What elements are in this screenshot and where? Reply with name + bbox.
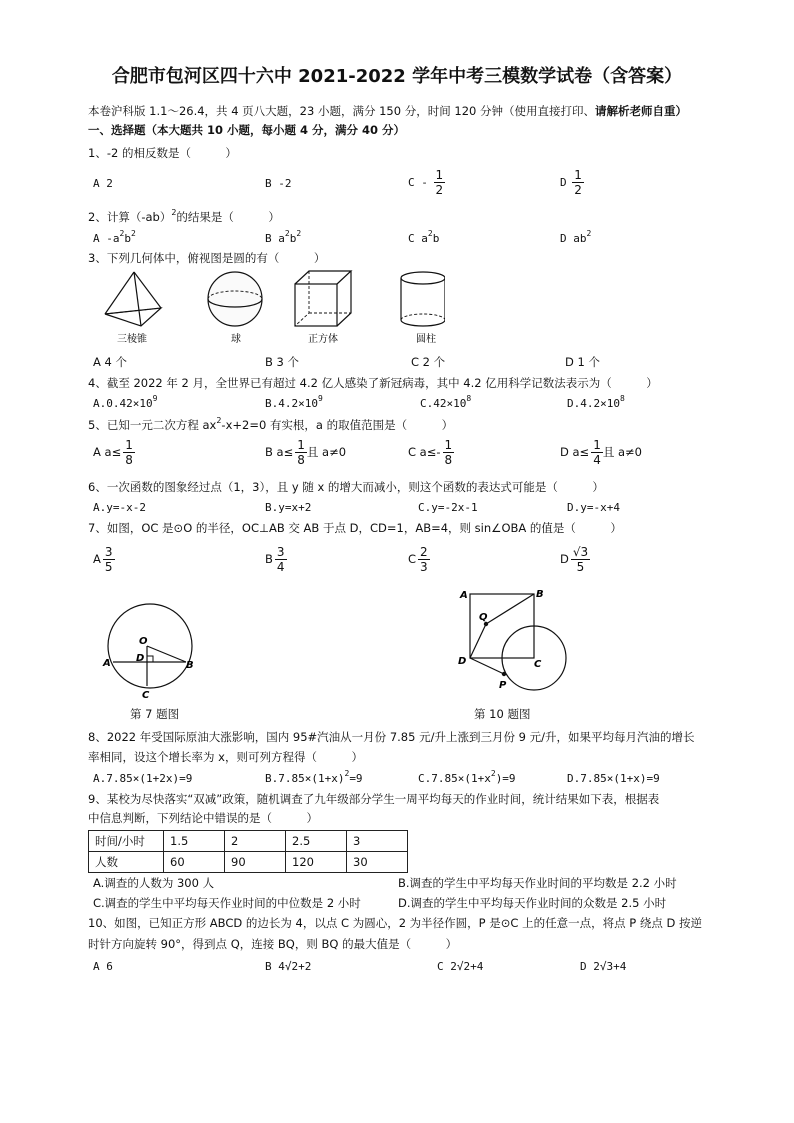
q9-data-table bbox=[88, 830, 408, 873]
q5-option-b bbox=[265, 438, 346, 467]
point-o-label: O bbox=[139, 636, 148, 647]
q10-stem-line1: 10、如图，已知正方形 ABCD 的边长为 4，以点 C 为圆心，2 为半径作圆，P 是⊙C 上的任意一点，将点 P 绕点 D 按逆 bbox=[88, 916, 702, 930]
fraction-den: 8 bbox=[444, 453, 453, 467]
q2-stem-sup: 2 bbox=[171, 208, 177, 217]
q4-a-sup: 9 bbox=[152, 394, 158, 403]
fraction-num: 2 bbox=[420, 545, 428, 559]
q5-stem bbox=[88, 418, 453, 432]
q10-stem-line2: 时针方向旋转 90°，得到点 Q，连接 BQ，则 BQ 的最大值是（ ） bbox=[88, 937, 458, 951]
q6-option-d: D.y=-x+4 bbox=[567, 501, 620, 514]
point-d-label: D bbox=[136, 653, 145, 664]
q10-option-d bbox=[580, 960, 626, 974]
q10-c-post: +4 bbox=[470, 960, 484, 973]
table-cell: 时间/小时 bbox=[89, 831, 164, 852]
segment-dp bbox=[470, 658, 504, 674]
q9-stem-line1: 9、某校为尽快落实“双减”政策，随机调查了九年级部分学生一周平均每天的作业时间，统计结果如下表，根据表 bbox=[88, 792, 660, 806]
q10-option-c bbox=[437, 960, 483, 974]
fraction bbox=[123, 438, 135, 467]
point-p-label: P bbox=[499, 680, 507, 691]
q1-option-d-letter: D bbox=[560, 176, 567, 189]
point-c-label: C bbox=[534, 659, 542, 670]
q2-c-pre: C a bbox=[408, 232, 428, 245]
q10-d-radical: √3 bbox=[599, 960, 614, 973]
q10-b-radical: √2 bbox=[284, 960, 299, 973]
fraction-num: 1 bbox=[574, 168, 582, 182]
fraction bbox=[418, 545, 430, 574]
q5-option-d bbox=[560, 438, 642, 467]
point-a-label: A bbox=[103, 658, 111, 669]
fraction-den: 2 bbox=[574, 183, 582, 197]
q6-stem: 6、一次函数的图象经过点（1，3），且 y 随 x 的增大而减小，则这个函数的表达式可能是（ ） bbox=[88, 480, 604, 494]
q4-d-pre: D.4.2×10 bbox=[567, 397, 620, 410]
table-row bbox=[89, 852, 408, 873]
q8-option-b bbox=[265, 769, 363, 786]
q4-d-sup: 8 bbox=[619, 394, 625, 403]
q2-a-sup1: 2 bbox=[119, 229, 125, 238]
exam-info bbox=[88, 104, 687, 118]
figure-10 bbox=[452, 584, 576, 696]
q2-b-pre: B a bbox=[265, 232, 285, 245]
q3-solids-figure bbox=[95, 268, 445, 346]
q2-option-d bbox=[560, 229, 592, 246]
q1-option-d-fraction bbox=[572, 168, 584, 197]
table-cell: 90 bbox=[225, 852, 286, 873]
fraction-num: √3 bbox=[572, 545, 589, 559]
point-c-label: C bbox=[142, 690, 150, 700]
q7-option-d bbox=[560, 545, 590, 574]
q8-c-pre: C.7.85×(1+x bbox=[418, 772, 491, 785]
point-a-label: A bbox=[460, 590, 468, 601]
q6-option-a: A.y=-x-2 bbox=[93, 501, 146, 514]
point-q-label: Q bbox=[479, 612, 488, 623]
fraction-den: 4 bbox=[276, 560, 285, 574]
q2-a-mid: b bbox=[124, 232, 131, 245]
fraction bbox=[571, 545, 590, 574]
q4-c-sup: 8 bbox=[466, 394, 472, 403]
q4-option-a bbox=[93, 394, 158, 411]
q8-option-a: A.7.85×(1+2x)=9 bbox=[93, 772, 193, 785]
table-cell: 人数 bbox=[89, 852, 164, 873]
q7-option-a bbox=[93, 545, 115, 574]
fraction-num: 1 bbox=[444, 438, 453, 452]
fraction bbox=[275, 545, 287, 574]
q1-stem: 1、-2 的相反数是（ ） bbox=[88, 146, 237, 160]
q5-a-pre: A a≤ bbox=[93, 445, 122, 459]
q5-b-pre: B a≤ bbox=[265, 445, 294, 459]
q7-d-pre: D bbox=[560, 552, 569, 566]
figure-7-caption: 第 7 题图 bbox=[130, 707, 180, 721]
q1-option-b: B -2 bbox=[265, 177, 292, 190]
segment-bq bbox=[486, 594, 534, 624]
fraction-den: 4 bbox=[593, 453, 601, 467]
cube bbox=[295, 271, 351, 326]
q7-stem: 7、如图，OC 是⊙O 的半径，OC⊥AB 交 AB 于点 D，CD=1，AB=4，则 sin∠OBA 的值是（ ） bbox=[88, 521, 622, 535]
q2-b-sup1: 2 bbox=[284, 229, 290, 238]
q2-option-c bbox=[408, 229, 440, 246]
fraction-den: 3 bbox=[420, 560, 428, 574]
q5-option-c bbox=[408, 438, 454, 467]
fraction-den: 2 bbox=[435, 183, 444, 197]
q2-option-a bbox=[93, 229, 136, 246]
q2-d-pre: D ab bbox=[560, 232, 587, 245]
q2-d-sup: 2 bbox=[586, 229, 592, 238]
q9-option-b: B.调查的学生中平均每天作业时间的平均数是 2.2 小时 bbox=[398, 876, 677, 890]
fraction bbox=[443, 438, 455, 467]
q2-b-mid: b bbox=[289, 232, 297, 245]
triangular-pyramid bbox=[105, 272, 161, 326]
fraction-num: 3 bbox=[276, 545, 285, 559]
q2-a-pre: A -a bbox=[93, 232, 120, 245]
q6-option-c: C.y=-2x-1 bbox=[418, 501, 478, 514]
q8-c-sup: 2 bbox=[490, 769, 496, 778]
table-cell: 2.5 bbox=[286, 831, 347, 852]
q7-option-c bbox=[408, 545, 430, 574]
q4-c-pre: C.42×10 bbox=[420, 397, 467, 410]
table-cell: 2 bbox=[225, 831, 286, 852]
q1-option-d bbox=[560, 168, 584, 197]
q10-c-pre: C 2 bbox=[437, 960, 457, 973]
q7-c-pre: C bbox=[408, 552, 417, 566]
cylinder bbox=[401, 272, 445, 326]
q5-d-pre: D a≤ bbox=[560, 445, 590, 459]
q4-b-sup: 9 bbox=[317, 394, 323, 403]
fraction-den: 5 bbox=[576, 560, 585, 574]
q2-stem-pre: 2、计算（-ab） bbox=[88, 210, 172, 224]
q1-option-c-fraction bbox=[434, 168, 446, 197]
table-cell: 3 bbox=[347, 831, 408, 852]
figure-7 bbox=[100, 598, 210, 700]
right-angle-mark bbox=[147, 656, 153, 662]
fraction-den: 8 bbox=[125, 453, 133, 467]
fraction-num: 1 bbox=[297, 438, 305, 452]
exam-info-note: 请解析老师自重） bbox=[594, 104, 687, 118]
q8-stem-line2: 率相同，设这个增长率为 x，则可列方程得（ ） bbox=[88, 750, 363, 764]
label-sphere: 球 bbox=[231, 334, 241, 345]
q2-stem bbox=[88, 210, 280, 224]
q5-c-pre: C a≤- bbox=[408, 445, 441, 459]
q10-c-radical: √2 bbox=[456, 960, 471, 973]
q2-option-b bbox=[265, 229, 302, 246]
q9-option-d: D.调查的学生中平均每天作业时间的众数是 2.5 小时 bbox=[398, 896, 667, 910]
q2-stem-post: 的结果是（ ） bbox=[176, 210, 280, 224]
label-triangular-pyramid: 三棱锥 bbox=[117, 334, 147, 345]
q4-option-c bbox=[420, 394, 472, 411]
fraction-num: 3 bbox=[104, 545, 113, 559]
exam-info-text: 本卷沪科版 1.1～26.4，共 4 页八大题，23 小题，满分 150 分，时间 120 分钟（使用直接打印、 bbox=[88, 104, 595, 118]
q8-option-c bbox=[418, 769, 516, 786]
q8-stem-line1: 8、2022 年受国际原油大涨影响，国内 95#汽油从一月份 7.85 元/升上涨到三月份 9 元/升，如果平均每月汽油的增长 bbox=[88, 730, 695, 744]
sphere bbox=[208, 272, 262, 326]
q10-b-pre: B 4 bbox=[265, 960, 285, 973]
q5-d-post: 且 a≠0 bbox=[602, 445, 642, 459]
q7-option-b bbox=[265, 545, 287, 574]
point-d-label: D bbox=[458, 656, 467, 667]
label-cylinder: 圆柱 bbox=[416, 334, 436, 345]
q7-b-pre: B bbox=[265, 552, 273, 566]
fraction bbox=[591, 438, 603, 467]
q10-option-b bbox=[265, 960, 311, 974]
q5-b-post: 且 a≠0 bbox=[306, 445, 347, 459]
q2-b-sup2: 2 bbox=[296, 229, 302, 238]
fraction-den: 5 bbox=[104, 560, 113, 574]
circle-o bbox=[108, 604, 192, 688]
q8-b-post: =9 bbox=[349, 772, 363, 785]
q4-option-b bbox=[265, 394, 323, 411]
point-p-dot bbox=[502, 672, 506, 676]
table-cell: 30 bbox=[347, 852, 408, 873]
q9-option-a: A.调查的人数为 300 人 bbox=[93, 876, 215, 890]
table-cell: 1.5 bbox=[164, 831, 225, 852]
q1-option-c-sign: C - bbox=[408, 176, 428, 189]
section-heading: 一、选择题（本大题共 10 小题，每小题 4 分，满分 40 分） bbox=[88, 123, 406, 137]
point-b-label: B bbox=[186, 660, 194, 671]
q10-b-post: +2 bbox=[298, 960, 312, 973]
figure-10-caption: 第 10 题图 bbox=[474, 707, 531, 721]
q10-option-a: A 6 bbox=[93, 960, 113, 973]
q8-option-d: D.7.85×(1+x)=9 bbox=[567, 772, 660, 785]
q1-option-a: A 2 bbox=[93, 177, 113, 190]
fraction bbox=[103, 545, 115, 574]
q6-option-b: B.y=x+2 bbox=[265, 501, 312, 514]
table-cell: 60 bbox=[164, 852, 225, 873]
fraction-num: 1 bbox=[125, 438, 133, 452]
q1-option-c bbox=[408, 168, 445, 197]
q3-option-d: D 1 个 bbox=[565, 355, 600, 369]
q10-d-pre: D 2 bbox=[580, 960, 600, 973]
q5-stem-sup: 2 bbox=[216, 416, 222, 425]
q8-b-pre: B.7.85×(1+x) bbox=[265, 772, 345, 785]
point-b-label: B bbox=[536, 589, 544, 600]
q2-c-post: b bbox=[432, 232, 440, 245]
q4-a-pre: A.0.42×10 bbox=[93, 397, 153, 410]
q3-option-a: A 4 个 bbox=[93, 355, 127, 369]
q7-a-pre: A bbox=[93, 552, 101, 566]
q10-d-post: +4 bbox=[613, 960, 627, 973]
q5-stem-post: -x+2=0 有实根，a 的取值范围是（ ） bbox=[221, 418, 454, 432]
q4-option-d bbox=[567, 394, 625, 411]
table-cell: 120 bbox=[286, 852, 347, 873]
fraction-num: 1 bbox=[593, 438, 601, 452]
q5-stem-pre: 5、已知一元二次方程 ax bbox=[88, 418, 217, 432]
q3-option-c: C 2 个 bbox=[411, 355, 446, 369]
fraction-den: 8 bbox=[297, 453, 305, 467]
q5-option-a bbox=[93, 438, 135, 467]
q3-option-b: B 3 个 bbox=[265, 355, 300, 369]
q4-stem: 4、截至 2022 年 2 月，全世界已有超过 4.2 亿人感染了新冠病毒，其中 4.2 亿用科学记数法表示为（ ） bbox=[88, 376, 658, 390]
q2-a-sup2: 2 bbox=[130, 229, 136, 238]
square-abcd bbox=[470, 594, 534, 658]
label-cube: 正方体 bbox=[308, 334, 338, 345]
q4-b-pre: B.4.2×10 bbox=[265, 397, 318, 410]
q9-stem-line2: 中信息判断，下列结论中错误的是（ ） bbox=[88, 811, 318, 825]
fraction-num: 1 bbox=[435, 168, 444, 182]
q3-stem: 3、下列几何体中，俯视图是圆的有（ ） bbox=[88, 251, 326, 265]
segment-qd bbox=[470, 624, 486, 658]
q2-c-sup: 2 bbox=[427, 229, 433, 238]
q8-c-post: )=9 bbox=[495, 772, 516, 785]
page-title: 合肥市包河区四十六中 2021-2022 学年中考三模数学试卷（含答案） bbox=[111, 66, 683, 87]
q8-b-sup: 2 bbox=[344, 769, 350, 778]
q9-option-c: C.调查的学生中平均每天作业时间的中位数是 2 小时 bbox=[93, 896, 361, 910]
table-row bbox=[89, 831, 408, 852]
fraction bbox=[295, 438, 307, 467]
